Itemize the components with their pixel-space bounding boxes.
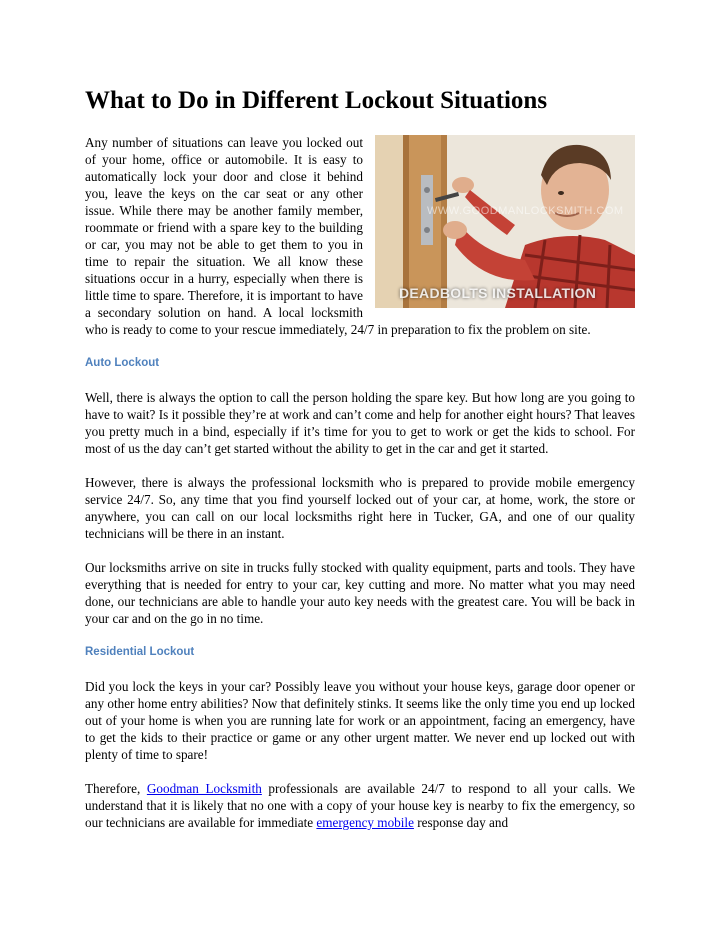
emergency-mobile-link[interactable]: emergency mobile [316, 815, 414, 830]
auto-paragraph-3: Our locksmiths arrive on site in trucks fully stocked with quality equipment, parts and tools. They have everything that is needed for entry to your car, key cutting and more. No matter what you may need done, our technicians are able to handle your auto key needs with the greatest care. You will be back in your car and on the go in no time. [85, 560, 635, 626]
auto-paragraph-1: Well, there is always the option to call the person holding the spare key. But how long are you going to have to wait? Is it possible they’re at work and can’t come and help for another eight hours? That leaves you pretty much in a bind, especially if it’s time for you to get to work or get the kids to school. For most of us the day can’t get started without the ability to get in the car and get it started. [85, 390, 635, 456]
auto-paragraph-2: However, there is always the professional locksmith who is prepared to provide mobile emergency service 24/7. So, any time that you find yourself locked out of your car, at home, work, the store or anywhere, you can call on our local locksmiths right here in Tucker, GA, and one of our quality technicians will be there in an instant. [85, 475, 635, 541]
residential-p2-text-end: response day and [413, 815, 509, 830]
auto-lockout-heading: Auto Lockout [85, 357, 160, 369]
residential-paragraph-1: Did you lock the keys in your car? Possibly leave you without your house keys, garage door opener or any other home entry abilities? Now that definitely stinks. It seems like the only time you end up locked out of your home is when you are running late for work or an appointment, facing an emergency, have to get the kids to their practice or game or any other urgent matter. We never end up locked out with plenty of time to spare! [85, 679, 635, 762]
residential-lockout-heading: Residential Lockout [85, 646, 195, 658]
residential-p2-text-start: Therefore, [85, 781, 147, 796]
residential-paragraph-2 [85, 780, 635, 831]
locksmith-photo [375, 135, 635, 308]
locksmith-photo-illustration [375, 135, 635, 308]
goodman-locksmith-link[interactable]: Goodman Locksmith [146, 781, 262, 796]
photo-watermark: WWW.GOODMANLOCKSMITH.COM [427, 205, 624, 217]
residential-p2-text-middle: professionals are available 24/7 to respond to all your calls. We understand that it is likely that no one with a copy of your house key is nearby to fix the emergency, so our technicians are available for immediate [85, 781, 635, 830]
intro-section [85, 134, 635, 338]
document-page [85, 82, 635, 831]
intro-paragraph: Any number of situations can leave you locked out of your home, office or automobile. It is easy to automatically lock your door and close it behind you, leave the keys on the car seat or any other issue. While there may be another family member, roommate or friend with a spare key to the building or car, you may not be able to get them to you in time to repair the situation. We all know these situations occur in a hurry, especially when there is little time to spare. Therefore, it is important to have a secondary solution on hand. A local locksmith who is ready to come to your rescue immediately, 24/7 in preparation to fix the problem on site. [85, 135, 591, 337]
page-title: What to Do in Different Lockout Situations [85, 87, 548, 114]
photo-caption: DEADBOLTS INSTALLATION [399, 285, 597, 301]
